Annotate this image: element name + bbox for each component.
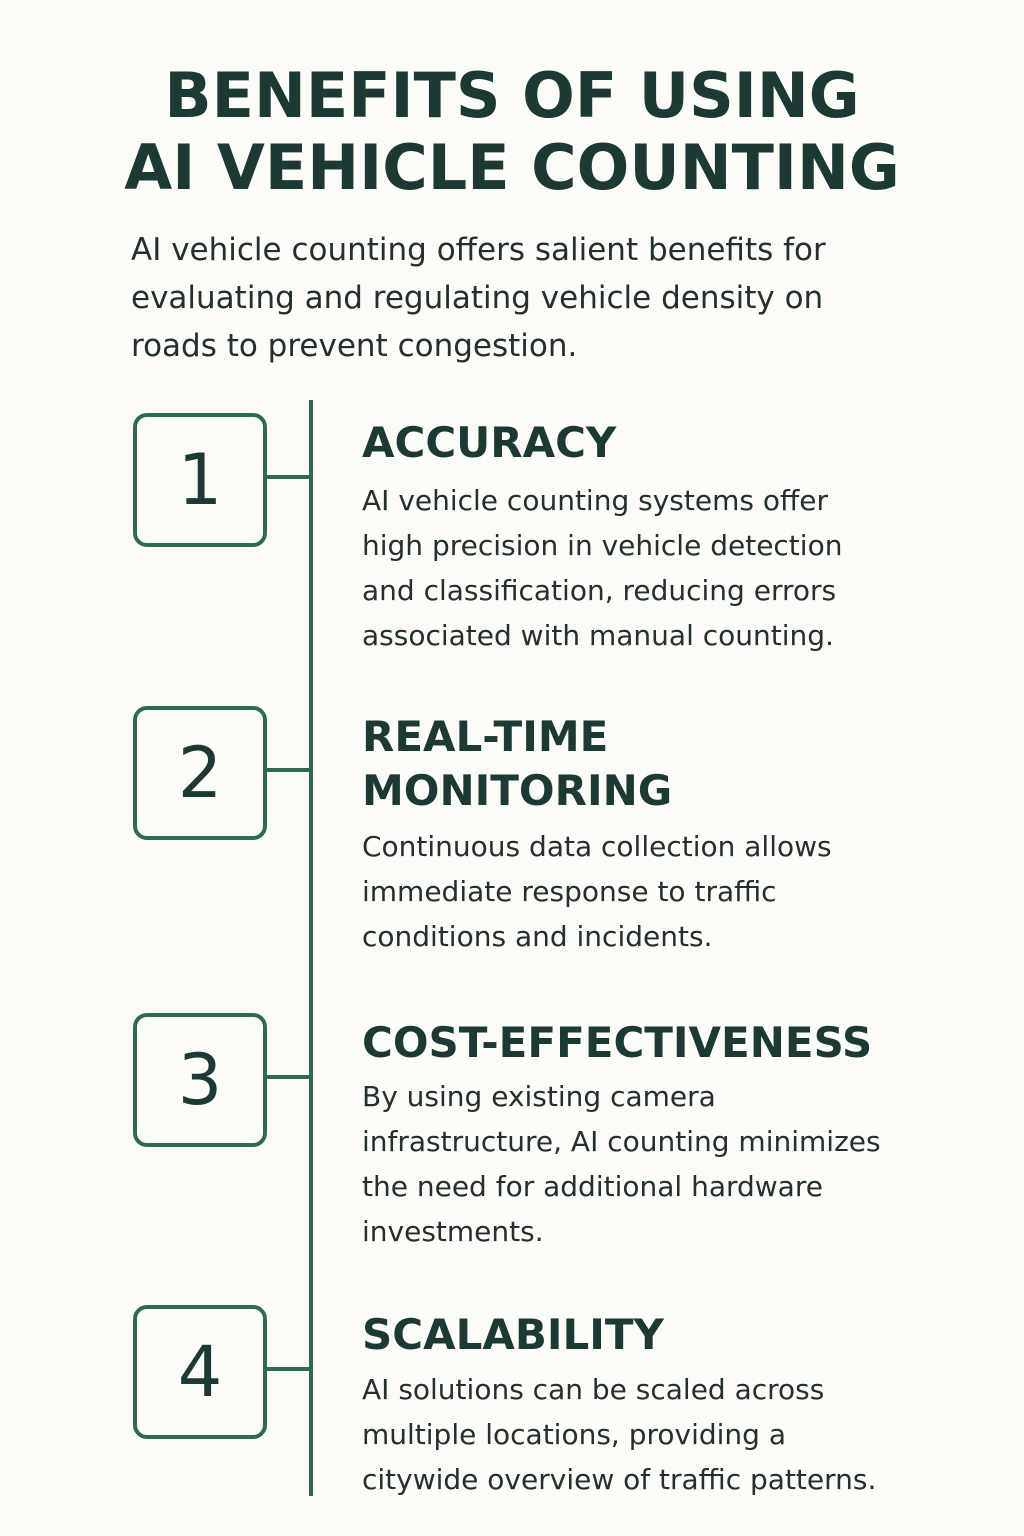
benefit-title-accuracy <box>362 416 962 470</box>
benefit-description-real-time-monitoring <box>362 824 982 959</box>
intro-line-2: evaluating and regulating vehicle density on <box>131 280 824 316</box>
benefit-3-desc-line-1: By using existing camera <box>362 1080 716 1113</box>
benefit-2-title-line-2: MONITORING <box>362 766 673 815</box>
benefit-3-desc-line-4: investments. <box>362 1215 544 1248</box>
title-line-1: BENEFITS OF USING <box>164 59 860 132</box>
benefit-description-scalability <box>362 1367 982 1502</box>
benefit-1-desc-line-4: associated with manual counting. <box>362 619 834 652</box>
connector-2 <box>265 768 311 772</box>
benefit-4-desc-line-1: AI solutions can be scaled across <box>362 1373 825 1406</box>
benefit-2-title-line-1: REAL-TIME <box>362 712 609 761</box>
benefit-4-title-line-1: SCALABILITY <box>362 1310 664 1359</box>
benefit-2-desc-line-2: immediate response to traffic <box>362 875 777 908</box>
intro-line-3: roads to prevent congestion. <box>131 328 578 364</box>
benefit-3-desc-line-3: the need for additional hardware <box>362 1170 823 1203</box>
timeline-line <box>309 400 313 1496</box>
benefit-1-title-line-1: ACCURACY <box>362 418 617 467</box>
benefit-1-desc-line-1: AI vehicle counting systems offer <box>362 484 829 517</box>
connector-4 <box>265 1367 311 1371</box>
benefit-title-cost-effectiveness <box>362 1016 962 1070</box>
intro-line-1: AI vehicle counting offers salient benefits for <box>131 232 826 268</box>
benefit-description-accuracy <box>362 478 982 658</box>
number-badge-4: 4 <box>133 1305 267 1439</box>
connector-1 <box>265 475 311 479</box>
number-badge-3: 3 <box>133 1013 267 1147</box>
benefit-2-desc-line-1: Continuous data collection allows <box>362 830 832 863</box>
benefit-3-desc-line-2: infrastructure, AI counting minimizes <box>362 1125 881 1158</box>
benefit-1-desc-line-2: high precision in vehicle detection <box>362 529 843 562</box>
connector-3 <box>265 1075 311 1079</box>
benefit-3-title-line-1: COST-EFFECTIVENESS <box>362 1018 873 1067</box>
page-title <box>0 60 1024 204</box>
benefit-4-desc-line-2: multiple locations, providing a <box>362 1418 787 1451</box>
benefit-1-desc-line-3: and classification, reducing errors <box>362 574 837 607</box>
benefit-description-cost-effectiveness <box>362 1074 982 1254</box>
benefit-4-desc-line-3: citywide overview of traffic patterns. <box>362 1463 877 1496</box>
intro-paragraph <box>131 226 931 370</box>
benefit-2-desc-line-3: conditions and incidents. <box>362 920 713 953</box>
number-badge-2: 2 <box>133 706 267 840</box>
benefit-title-real-time-monitoring <box>362 710 962 818</box>
title-line-2: AI VEHICLE COUNTING <box>124 131 900 204</box>
number-badge-1: 1 <box>133 413 267 547</box>
benefit-title-scalability <box>362 1308 962 1362</box>
